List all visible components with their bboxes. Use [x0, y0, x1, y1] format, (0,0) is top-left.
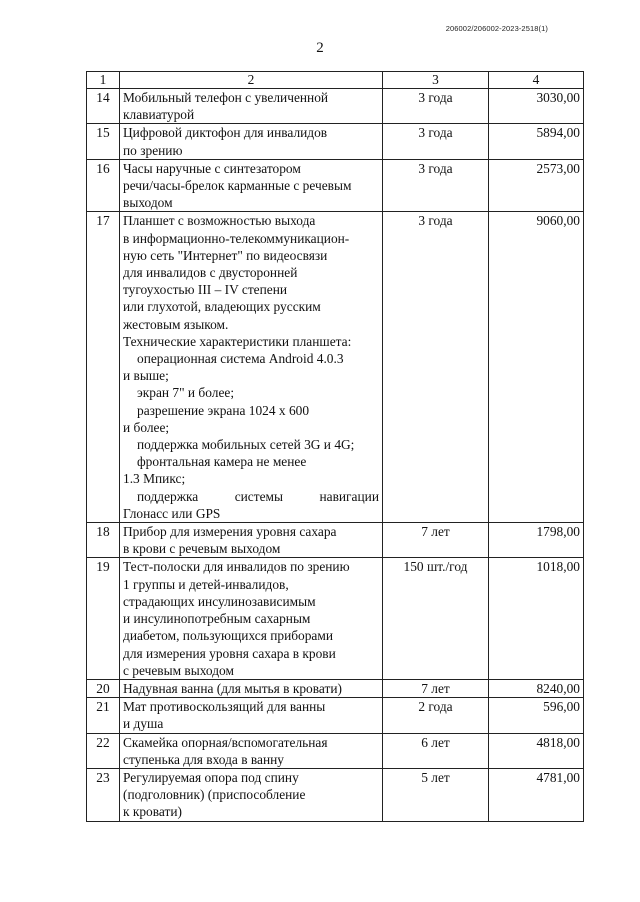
document-id: 206002/206002-2023-2518(1) [445, 24, 548, 33]
item-name-line: Тест-полоски для инвалидов по зрению [123, 559, 350, 575]
item-name-line: страдающих инсулинозависимым [123, 593, 316, 609]
item-name-line: экран 7" и более; [137, 385, 235, 401]
item-name-line: операционная система Android 4.0.3 [137, 351, 344, 367]
item-name [120, 679, 383, 697]
table-row [87, 733, 584, 768]
item-name [120, 698, 383, 733]
item-name [120, 212, 383, 523]
item-name-line: Мат противоскользящий для ванны [123, 699, 326, 715]
table-row [87, 212, 584, 523]
item-name-line: Надувная ванна (для мытья в кровати) [123, 680, 342, 696]
usage-period: 3 года [383, 159, 489, 212]
table-header-row [87, 72, 584, 89]
item-name-line: Планшет с возможностью выхода [123, 213, 316, 229]
item-name-line: в информационно-телекоммуникацион- [123, 230, 350, 246]
item-name-word: навигации [319, 488, 379, 504]
row-number: 21 [87, 698, 120, 733]
usage-period: 2 года [383, 698, 489, 733]
item-name-line: (подголовник) (приспособление [123, 787, 306, 803]
table-row [87, 523, 584, 558]
item-name-line: ную сеть "Интернет" по видеосвязи [123, 247, 328, 263]
row-number: 19 [87, 558, 120, 679]
usage-period: 5 лет [383, 768, 489, 821]
table-row [87, 558, 584, 679]
table-row [87, 679, 584, 697]
item-name-line: речи/часы-брелок карманные с речевым [123, 178, 352, 194]
column-header: 2 [120, 72, 383, 89]
item-name-line: фронтальная камера не менее [137, 454, 307, 470]
item-name-line: диабетом, пользующихся приборами [123, 628, 334, 644]
item-name-line: Регулируемая опора под спину [123, 769, 299, 785]
item-name-line: или глухотой, владеющих русским [123, 299, 321, 315]
item-name [120, 558, 383, 679]
item-name-line: 1 группы и детей-инвалидов, [123, 576, 289, 592]
item-name-line: тугоухостью III – IV степени [123, 282, 288, 298]
table-row [87, 159, 584, 212]
item-name-line: и душа [123, 716, 164, 732]
price: 3030,00 [489, 89, 584, 124]
price: 2573,00 [489, 159, 584, 212]
row-number: 17 [87, 212, 120, 523]
price: 5894,00 [489, 124, 584, 159]
item-name-word: системы [234, 488, 284, 504]
item-name-line: разрешение экрана 1024 х 600 [137, 402, 310, 418]
item-name-line: для инвалидов с двусторонней [123, 265, 298, 281]
usage-period: 7 лет [383, 679, 489, 697]
table-row [87, 89, 584, 124]
row-number: 18 [87, 523, 120, 558]
table-row [87, 698, 584, 733]
items-table [86, 71, 584, 822]
item-name-word: поддержка [137, 488, 199, 504]
row-number: 23 [87, 768, 120, 821]
price: 1018,00 [489, 558, 584, 679]
item-name-line: по зрению [123, 142, 183, 158]
table-row [87, 768, 584, 821]
usage-period: 150 шт./год [383, 558, 489, 679]
item-name-line: Мобильный телефон с увеличенной [123, 90, 329, 105]
item-name-line: Часы наручные с синтезатором [123, 160, 301, 176]
item-name [120, 523, 383, 558]
item-name [120, 159, 383, 212]
item-name-line [123, 488, 379, 505]
price: 596,00 [489, 698, 584, 733]
price: 8240,00 [489, 679, 584, 697]
item-name-line: с речевым выходом [123, 662, 234, 678]
item-name-line: Технические характеристики планшета: [123, 333, 352, 349]
item-name-line: ступенька для входа в ванну [123, 751, 285, 767]
price: 4818,00 [489, 733, 584, 768]
row-number: 14 [87, 89, 120, 124]
item-name-line: жестовым языком. [123, 316, 229, 332]
item-name-line: Скамейка опорная/вспомогательная [123, 734, 328, 750]
column-header: 3 [383, 72, 489, 89]
usage-period: 6 лет [383, 733, 489, 768]
item-name [120, 89, 383, 124]
item-name [120, 768, 383, 821]
item-name-line: и выше; [123, 368, 169, 384]
item-name [120, 124, 383, 159]
column-header: 4 [489, 72, 584, 89]
item-name-line: Цифровой диктофон для инвалидов [123, 125, 328, 141]
price: 1798,00 [489, 523, 584, 558]
item-name-line: клавиатурой [123, 107, 195, 123]
row-number: 20 [87, 679, 120, 697]
item-name-line: 1.3 Мпикс; [123, 471, 186, 487]
item-name-line: Прибор для измерения уровня сахара [123, 524, 337, 540]
page-number: 2 [316, 40, 324, 56]
item-name-line: и инсулинопотребным сахарным [123, 611, 311, 627]
row-number: 15 [87, 124, 120, 159]
price: 4781,00 [489, 768, 584, 821]
item-name-line: и более; [123, 419, 170, 435]
price: 9060,00 [489, 212, 584, 523]
usage-period: 7 лет [383, 523, 489, 558]
item-name-line: поддержка мобильных сетей 3G и 4G; [137, 437, 355, 453]
column-header: 1 [87, 72, 120, 89]
table-row [87, 124, 584, 159]
row-number: 16 [87, 159, 120, 212]
item-name-line: для измерения уровня сахара в крови [123, 645, 336, 661]
item-name-line: Глонасс или GPS [123, 505, 221, 521]
row-number: 22 [87, 733, 120, 768]
item-name-line: к кровати) [123, 804, 182, 820]
usage-period: 3 года [383, 89, 489, 124]
item-name-line: в крови с речевым выходом [123, 541, 281, 557]
item-name [120, 733, 383, 768]
item-name-line: выходом [123, 195, 173, 211]
usage-period: 3 года [383, 212, 489, 523]
usage-period: 3 года [383, 124, 489, 159]
